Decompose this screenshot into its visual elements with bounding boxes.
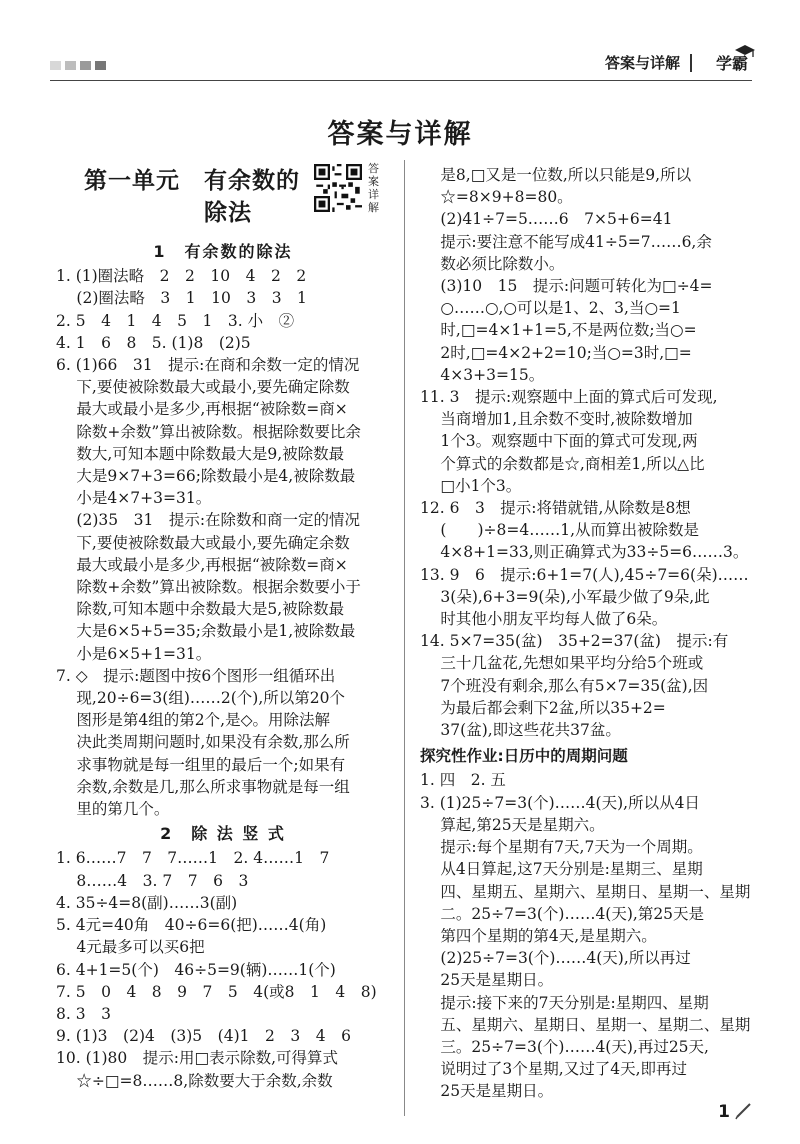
header-rule (50, 80, 752, 81)
answer-line: 4元最多可以买6把 (56, 938, 205, 957)
header-square (95, 61, 106, 70)
answer-line: 图形是第4组的第2个,是◇。用除法解 (56, 711, 330, 730)
answer-line: 2. 5 4 1 4 5 1 3. 小 ② (56, 311, 295, 330)
answer-line: 余数,余数是几,那么所求事物就是每一组 (56, 777, 350, 796)
unit-title: 第一单元 有余数的 (84, 168, 300, 194)
answer-line: 三十几盆花,先想如果平均分给5个班或 (420, 654, 704, 673)
answer-line: 决此类周期问题时,如果没有余数,那么所 (56, 733, 350, 752)
section-title: 探究性作业:日历中的周期问题 (420, 747, 628, 766)
answer-line: ☆=8×9+8=80。 (420, 188, 573, 207)
answer-line: 当商增加1,且余数不变时,被除数增加 (420, 410, 693, 429)
answer-line: 7. 5 0 4 8 9 7 5 4(或8 1 4 8) (56, 982, 377, 1001)
answer-line: 1. (1)圈法略 2 2 10 4 2 2 (56, 267, 307, 286)
answer-line: 求事物就是每一组里的最后一个;如果有 (56, 755, 346, 774)
graduation-cap-icon (734, 44, 756, 60)
answer-line: 除数+余数”算出被除数。根据除数要比余 (56, 422, 361, 441)
answer-line: 里的第几个。 (56, 800, 170, 819)
answer-line: 数大,可知本题中除数最大是9,被除数最 (56, 444, 345, 463)
answer-line: 4×8+1=33,则正确算式为33÷5=6……3。 (420, 543, 749, 562)
answer-line: 4×3+3=15。 (420, 365, 545, 384)
qr-caption: 答案详解 (368, 162, 379, 214)
header-separator (690, 54, 692, 72)
answer-line: 个算式的余数都是☆,商相差1,所以△比 (420, 454, 705, 473)
answer-line: 提示:每个星期有7天,7天为一个周期。 (420, 838, 703, 857)
answer-line: 9. (1)3 (2)4 (3)5 (4)1 2 3 4 6 (56, 1027, 351, 1046)
answer-line: 小是6×5+1=31。 (56, 644, 212, 663)
answer-line: 现,20÷6=3(组)……2(个),所以第20个 (56, 689, 345, 708)
pencil-icon (734, 1100, 754, 1120)
answer-line: 是8,□又是一位数,所以只能是9,所以 (420, 166, 692, 184)
answer-line: 说明过了3个星期,又过了4天,即再过 (420, 1060, 688, 1079)
header-square (80, 61, 91, 70)
answer-line: 时其他小朋友平均每人做了6朵。 (420, 610, 668, 629)
answer-line: 14. 5×7=35(盆) 35+2=37(盆) 提示:有 (420, 632, 729, 651)
answer-line: ☆÷□=8……8,除数要大于余数,余数 (56, 1071, 333, 1090)
answer-line: 2时,□=4×2+2=10;当○=3时,□= (420, 343, 692, 362)
answer-line: 三。25÷7=3(个)……4(天),再过25天, (420, 1037, 709, 1056)
section-answers (56, 265, 390, 820)
answer-line: 大是9×7+3=66;除数最小是4,被除数最 (56, 467, 356, 486)
answer-line: (2)41÷7=5……6 7×5+6=41 (420, 210, 673, 229)
answer-line: 12. 6 3 提示:将错就错,从除数是8想 (420, 499, 691, 518)
header-decoration (50, 61, 106, 70)
unit-heading (56, 160, 390, 238)
answer-line: (2)35 31 提示:在除数和商一定的情况 (56, 511, 361, 530)
answer-line: 4. 1 6 8 5. (1)8 (2)5 (56, 333, 251, 352)
answer-line: 8……4 3. 7 7 6 3 (56, 871, 249, 890)
answer-line: 11. 3 提示:观察题中上面的算式后可发现, (420, 388, 718, 407)
answer-line: 10. (1)80 提示:用□表示除数,可得算式 (56, 1049, 339, 1068)
section-title: 1 有余数的除法 (153, 242, 293, 261)
qr-code-icon[interactable] (314, 164, 362, 212)
answer-line: 提示:接下来的7天分别是:星期四、星期 (420, 993, 709, 1012)
section-answers (420, 769, 752, 1102)
answer-line: 1. 四 2. 五 (420, 771, 506, 790)
answer-line: 四、星期五、星期六、星期日、星期一、星期 (420, 882, 751, 901)
answer-line: 8. 3 3 (56, 1004, 111, 1023)
section-answers (420, 164, 752, 741)
answer-line: (2)圈法略 3 1 10 3 3 1 (56, 289, 307, 308)
answer-line: 下,要使被除数最大或最小,要先确定除数 (56, 378, 350, 397)
answer-line: (3)10 15 提示:问题可转化为□÷4= (420, 277, 713, 296)
answer-line: 3(朵),6+3=9(朵),小军最少做了9朵,此 (420, 587, 710, 606)
header-square (50, 61, 61, 70)
answer-line: 第四个星期的第4天,是星期六。 (420, 926, 657, 945)
answer-line: 25天是星期日。 (420, 1082, 554, 1101)
answer-line: 下,要使被除数最大或最小,要先确定余数 (56, 533, 350, 552)
brand-logo: 学霸 (715, 54, 748, 73)
answer-line: 1. 6……7 7 7……1 2. 4……1 7 (56, 849, 330, 868)
answer-line: 数必须比除数小。 (420, 254, 565, 273)
answer-line: ( )÷8=4……1,从而算出被除数是 (420, 521, 700, 540)
answer-line: 6. (1)66 31 提示:在商和余数一定的情况 (56, 356, 360, 375)
answer-line: 6. 4+1=5(个) 46÷5=9(辆)……1(个) (56, 960, 336, 979)
right-column (420, 164, 752, 1103)
answer-line: 除数+余数”算出被除数。根据余数要小于 (56, 578, 361, 597)
section-title: 2 除 法 竖 式 (160, 824, 286, 844)
answer-line: 二。25÷7=3(个)……4(天),第25天是 (420, 904, 705, 923)
unit-title-line2: 除法 (204, 200, 252, 226)
answer-line: 37(盆),即这些花共37盆。 (420, 721, 621, 740)
answer-line: 7. ◇ 提示:题图中按6个图形一组循环出 (56, 666, 336, 685)
answer-line: 从4日算起,这7天分别是:星期三、星期 (420, 860, 703, 879)
page-number: 1 (718, 1102, 730, 1122)
answer-line: 1个3。观察题中下面的算式可发现,两 (420, 432, 698, 451)
answer-line: □小1个3。 (420, 476, 522, 495)
answer-line: 五、星期六、星期日、星期一、星期二、星期 (420, 1015, 751, 1034)
answer-line: (2)25÷7=3(个)……4(天),所以再过 (420, 949, 691, 968)
answer-line: ○……○,○可以是1、2、3,当○=1 (420, 299, 681, 318)
answer-line: 4. 35÷4=8(副)……3(副) (56, 893, 238, 912)
answer-line: 大是6×5+5=35;余数最小是1,被除数最 (56, 622, 356, 641)
section-answers (56, 847, 390, 1091)
answer-line: 25天是星期日。 (420, 971, 554, 990)
answer-line: 3. (1)25÷7=3(个)……4(天),所以从4日 (420, 793, 700, 812)
answer-line: 提示:要注意不能写成41÷5=7……6,余 (420, 232, 712, 251)
left-column (56, 160, 390, 1092)
answer-line: 为最后都会剩下2盆,所以35+2= (420, 698, 666, 717)
page-title: 答案与详解 (327, 119, 473, 150)
answer-line: 5. 4元=40角 40÷6=6(把)……4(角) (56, 916, 327, 935)
column-divider (404, 160, 405, 1116)
answer-line: 算起,第25天是星期六。 (420, 815, 605, 834)
answer-line: 最大或最小是多少,再根据“被除数=商× (56, 400, 348, 419)
header-square (65, 61, 76, 70)
answer-line: 除数,可知本题中余数最大是5,被除数最 (56, 600, 345, 619)
answer-line: 13. 9 6 提示:6+1=7(人),45÷7=6(朵)…… (420, 565, 749, 584)
answer-line: 小是4×7+3=31。 (56, 489, 212, 508)
answer-line: 最大或最小是多少,再根据“被除数=商× (56, 555, 348, 574)
answer-line: 时,□=4×1+1=5,不是两位数;当○= (420, 321, 697, 340)
header-label: 答案与详解 (604, 54, 680, 72)
answer-line: 7个班没有剩余,那么有5×7=35(盆),因 (420, 676, 709, 695)
